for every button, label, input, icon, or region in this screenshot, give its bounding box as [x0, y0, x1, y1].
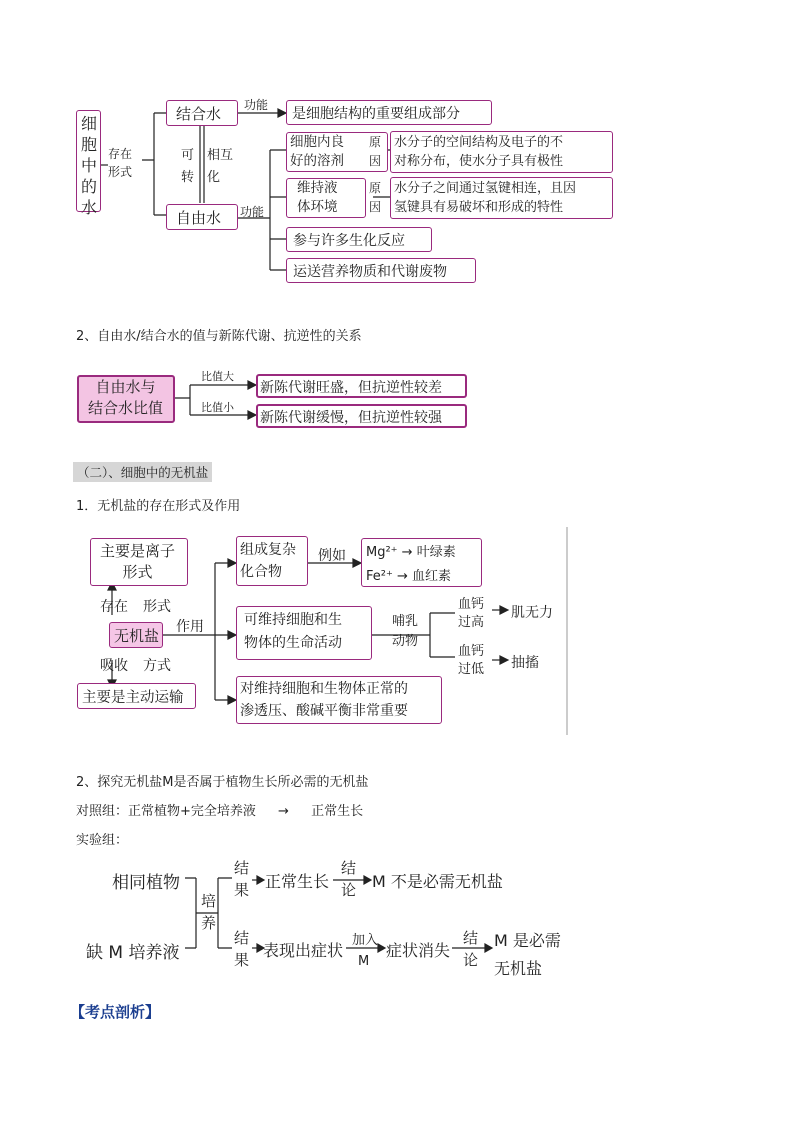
solvent-label: 细胞内良 好的溶剂	[290, 134, 344, 169]
absorb-label: 吸收	[100, 658, 128, 674]
result-label-1: 新陈代谢旺盛，但抗逆性较差	[260, 380, 442, 396]
reason-label-2: 原 因	[369, 181, 382, 214]
ratio-label: 自由水与 结合水比值	[88, 378, 164, 417]
bound-water-label: 结合水	[176, 105, 222, 123]
exist-label: 存在	[100, 599, 128, 615]
salt-label: 无机盐	[114, 627, 160, 645]
fe-label: Fe²⁺ → 血红素	[366, 569, 451, 584]
bound-function-label: 是细胞结构的重要组成部分	[292, 106, 460, 122]
spasm-label: 抽搐	[511, 655, 539, 671]
salt-section-title: （二）、细胞中的无机盐	[73, 462, 212, 482]
ratio-small-label: 比值小	[201, 401, 234, 414]
function-label-1: 功能	[244, 98, 269, 112]
convert-right-label: 相互 化	[207, 148, 234, 185]
normal-growth-label: 正常生长	[265, 872, 330, 891]
result-a-label: 结 果	[234, 859, 250, 899]
needed-label: M 是必需 无机盐	[494, 931, 561, 978]
control-group: 对照组：正常植物+完全培养液 → 正常生长	[76, 804, 364, 819]
form-label: 形式	[143, 599, 171, 615]
maintain-label: 可维持细胞和生 物体的生命活动	[244, 612, 342, 651]
add-label: 加入	[352, 933, 379, 948]
conclusion-b-label: 结 论	[463, 929, 479, 969]
water-root-label: 细 胞 中 的 水	[80, 114, 97, 217]
mg-label: Mg²⁺ → 叶绿素	[366, 545, 456, 560]
conclusion-a-label: 结 论	[341, 859, 357, 899]
disappear-label: 症状消失	[386, 941, 451, 960]
mammal-label: 哺乳 动物	[392, 614, 419, 649]
transport-label: 运送营养物质和代谢废物	[293, 264, 447, 280]
not-needed-label: M 不是必需无机盐	[372, 872, 503, 891]
result-label-2: 新陈代谢缓慢，但抗逆性较强	[260, 410, 442, 426]
way-label: 方式	[143, 658, 171, 674]
same-plant-label: 相同植物	[112, 873, 180, 893]
reason-text-1: 水分子的空间结构及电子的不 对称分布，使水分子具有极性	[394, 135, 564, 169]
culture-label: 培 养	[201, 892, 217, 932]
main-ion-label: 主要是离子 形式	[100, 542, 176, 581]
reaction-label: 参与许多生化反应	[293, 233, 405, 249]
osmotic-label: 对维持细胞和生物体正常的 渗透压、酸碱平衡非常重要	[240, 681, 408, 719]
use-label: 作用	[176, 619, 204, 635]
experiment-group: 实验组：	[76, 833, 129, 848]
function-label-2: 功能	[240, 205, 265, 219]
ratio-large-label: 比值大	[201, 370, 234, 383]
ca-low-label: 血钙 过低	[458, 644, 485, 677]
m-label: M	[358, 954, 370, 969]
ca-high-label: 血钙 过高	[458, 597, 485, 630]
free-water-label: 自由水	[176, 209, 222, 227]
exam-analysis-heading: 【考点剖析】	[70, 1003, 161, 1021]
active-label: 主要是主动运输	[82, 690, 184, 706]
reason-text-2: 水分子之间通过氢键相连，且因 氢键具有易破坏和形成的特性	[394, 181, 577, 215]
convert-left-label: 可 转	[181, 148, 195, 185]
ratio-heading: 2、自由水/结合水的值与新陈代谢、抗逆性的关系	[76, 329, 362, 344]
experiment-heading: 2、探究无机盐M是否属于植物生长所必需的无机盐	[76, 775, 369, 790]
result-b-label: 结 果	[234, 929, 250, 969]
reason-label-1: 原 因	[369, 135, 382, 168]
exist-form-label: 存在 形式	[108, 147, 133, 179]
environment-label: 维持液 体环境	[297, 180, 338, 215]
weak-label: 肌无力	[511, 605, 553, 621]
symptom-label: 表现出症状	[263, 941, 344, 960]
example-label: 例如	[318, 548, 346, 564]
compound-label: 组成复杂 化合物	[240, 542, 296, 580]
lack-m-label: 缺 M 培养液	[86, 943, 180, 963]
salt-heading: 1．无机盐的存在形式及作用	[76, 499, 241, 514]
